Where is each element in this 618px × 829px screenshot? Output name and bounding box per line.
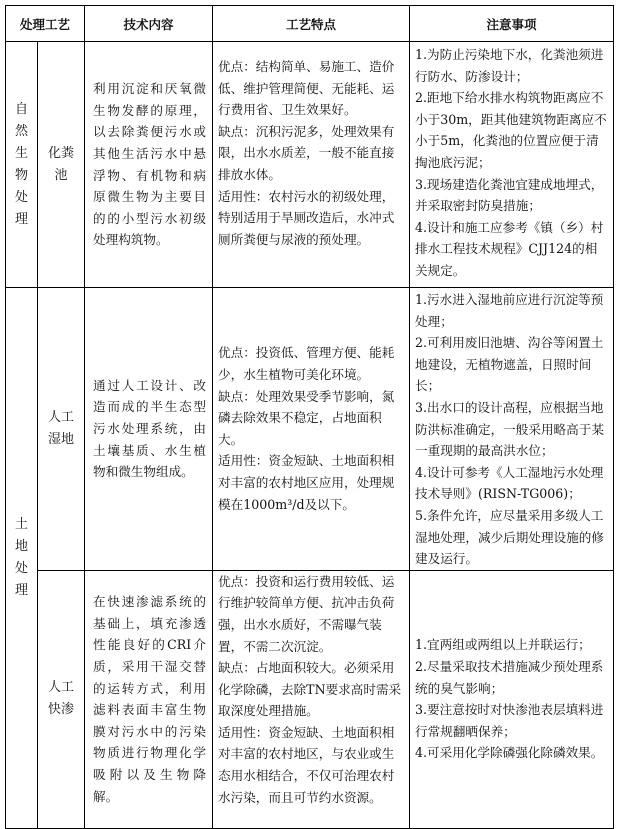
header-notes: 注意事项 [410,6,614,42]
disadvantages-text: 缺点：沉积污泥多，处理效果有限，出水水质差，一般不能直接排放水体。 [218,123,395,182]
features-cell [213,42,410,288]
note-item: 3.出水口的设计高程，应根据当地防洪标准确定，一般采用略高于某一重现期的最高洪水位； [415,399,604,459]
applicability-text: 适用性：资金短缺、土地面积相对丰富的农村地区应用，处理规模在1000m³/d及以下。 [218,453,395,512]
category-natural [6,42,38,288]
note-item: 4.设计可参考《人工湿地污水处理技术导则》(RISN-TG006)； [415,464,604,502]
notes-cell [410,570,614,828]
note-item: 2.距地下给水排水构筑物距离应不小于30m，距其他建筑物距离应不小于5m，化粪池的位置应便于清掏池底污泥； [415,90,607,170]
applicability-text: 适用性：农村污水的初级处理，特别适用于旱厕改造后，水冲式厕所粪便与尿液的预处理。 [218,188,395,247]
note-item: 5.条件允许，应尽量采用多级人工湿地处理，减少后期处理设施的修建及运行。 [415,507,604,567]
note-item: 2.尽量采取技术措施减少预处理系统的臭气影响； [415,659,604,696]
note-item: 3.要注意按时对快渗池表层填料进行常规翻晒保养； [415,702,604,739]
note-item: 4.设计和施工应参考《镇（乡）村排水工程技术规程》CJJ124的相关规定。 [415,219,604,278]
disadvantages-text: 缺点：处理效果受季节影响，氮磷去除效果不稳定，占地面积大。 [218,388,395,447]
applicability-text: 适用性：资金短缺、土地面积相对丰富的农村地区，与农业或生态用水相结合，不仅可治理农村水污染，而且可节约水资源。 [218,724,395,805]
tech-content: 利用沉淀和厌氧微生物发酵的原理，以去除粪便污水或其他生活污水中悬浮物、有机物和病原微生物为主要目的的小型污水初级处理构筑物。 [85,42,213,288]
note-item: 1.宜两组或两组以上并联运行； [415,637,591,653]
disadvantages-text: 缺点：占地面积较大。必须采用化学除磷，去除TN要求高时需采取深度处理措施。 [218,660,402,719]
category-label: 土地处理 [15,516,29,598]
note-item: 1.为防止污染地下水，化粪池须进行防水、防渗设计； [415,47,604,84]
process-table [5,5,614,829]
advantages-text: 优点：投资和运行费用较低、运行维护较简单方便、抗冲击负荷强，出水水质好，不需曝气装置，不需二次沉淀。 [218,573,395,654]
features-cell [213,288,410,571]
note-item: 2.可利用废旧池塘、沟谷等闲置土地建设，无植物遮盖，日照时间长； [415,335,604,394]
notes-cell [410,288,614,571]
note-item: 1.污水进入湿地前应进行沉淀等预处理； [415,292,604,329]
process-name: 人工快渗 [38,570,85,828]
notes-cell [410,42,614,288]
advantages-text: 优点：投资低、管理方便、能耗少，水生植物可美化环境。 [218,345,395,383]
tech-content: 在快速渗滤系统的基础上，填充渗透性能良好的CRI介质，采用干湿交替的运转方式，利用滤料表面丰富生物膜对污水中的污染物质进行物理化学吸附以及生物降解。 [85,570,213,828]
features-cell [213,570,410,828]
category-land [6,288,38,829]
note-item: 3.现场建造化粪池宜建成地埋式，并采取密封防臭措施； [415,176,604,214]
process-name: 人工湿地 [38,288,85,571]
note-item: 4.可采用化学除磷强化除磷效果。 [415,745,604,761]
table-row [6,570,614,828]
table-row [6,42,614,288]
header-content: 技术内容 [85,6,213,42]
header-features: 工艺特点 [213,6,410,42]
tech-content: 通过人工设计、改造而成的半生态型污水处理系统，由土壤基质、水生植物和微生物组成。 [85,288,213,571]
process-name: 化粪池 [38,42,85,288]
table-row [6,288,614,571]
category-label: 自然生物处理 [15,101,29,227]
advantages-text: 优点：结构简单、易施工、造价低、维护管理简便、无能耗、运行费用省、卫生效果好。 [218,59,395,118]
header-row [6,6,614,42]
header-process: 处理工艺 [6,6,85,42]
